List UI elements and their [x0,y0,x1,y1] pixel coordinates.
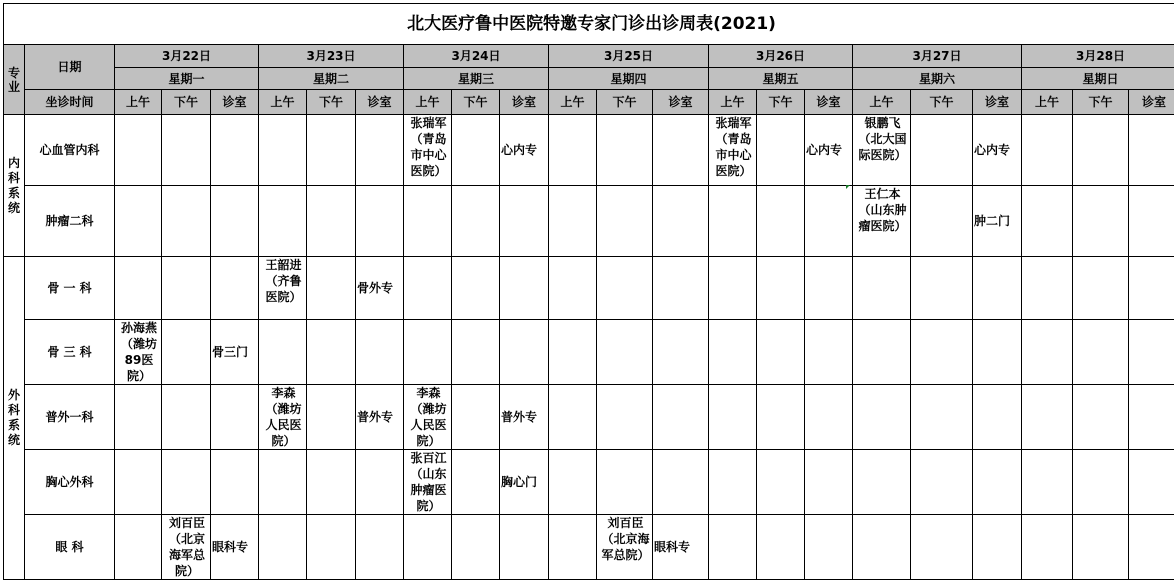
empty-cell [973,257,1022,320]
empty-cell [452,257,500,320]
weekdays-row [4,68,1174,90]
department-name: 骨 一 科 [25,257,115,320]
table-row [4,257,1174,320]
empty-cell [356,450,404,515]
table-row [4,450,1174,515]
weekday-cell: 星期三 [404,68,549,90]
empty-cell [356,186,404,257]
empty-cell [757,186,805,257]
empty-cell [853,257,911,320]
empty-cell [162,320,211,385]
clinic-room-cell [500,115,549,186]
department-name: 心血管内科 [25,115,115,186]
table-row [4,320,1174,385]
slot-cell: 诊室 [653,90,709,115]
clinic-room-label: 心内专 [806,142,852,158]
empty-cell [757,257,805,320]
empty-cell [259,115,307,186]
empty-cell [1129,186,1174,257]
empty-cell [452,515,500,580]
doctor-cell [404,115,452,186]
empty-cell [356,115,404,186]
empty-cell [259,450,307,515]
doctor-cell [162,515,211,580]
clinic-room-cell [356,385,404,450]
doctor-cell [853,115,911,186]
empty-cell [805,257,853,320]
title-row [4,4,1174,45]
empty-cell [307,320,356,385]
slot-cell: 上午 [115,90,162,115]
empty-cell [1073,515,1129,580]
empty-cell [911,115,973,186]
slot-cell: 下午 [307,90,356,115]
category-internal: 内科系统 [4,115,25,257]
department-name: 眼 科 [25,515,115,580]
empty-cell [805,186,853,257]
doctor-cell [259,385,307,450]
empty-cell [211,115,259,186]
empty-cell [404,257,452,320]
date-cell: 3月27日 [853,45,1022,68]
empty-cell [211,385,259,450]
cell-comment-marker [846,185,850,189]
weekday-cell: 星期五 [709,68,853,90]
empty-cell [597,320,653,385]
weekday-cell: 星期二 [259,68,404,90]
empty-cell [1022,115,1073,186]
page-title: 北大医疗鲁中医院特邀专家门诊出诊周表(2021) [4,4,1174,45]
empty-cell [709,515,757,580]
clinic-room-cell [973,186,1022,257]
slot-cell: 诊室 [1129,90,1174,115]
empty-cell [805,515,853,580]
empty-cell [1022,450,1073,515]
empty-cell [653,115,709,186]
slot-cell: 上午 [549,90,597,115]
empty-cell [307,257,356,320]
empty-cell [757,385,805,450]
doctor-cell [853,186,911,257]
clinic-room-cell [500,385,549,450]
weekday-cell: 星期四 [549,68,709,90]
empty-cell [1073,186,1129,257]
empty-cell [356,320,404,385]
empty-cell [115,385,162,450]
department-name: 肿瘤二科 [25,186,115,257]
empty-cell [549,186,597,257]
empty-cell [452,186,500,257]
slot-cell: 诊室 [973,90,1022,115]
slot-cell: 诊室 [500,90,549,115]
clinic-room-cell [356,257,404,320]
empty-cell [757,450,805,515]
date-cell: 3月22日 [115,45,259,68]
empty-cell [1073,115,1129,186]
slot-cell: 上午 [404,90,452,115]
empty-cell [259,186,307,257]
empty-cell [1073,385,1129,450]
empty-cell [805,320,853,385]
empty-cell [653,450,709,515]
empty-cell [973,450,1022,515]
empty-cell [653,385,709,450]
weekday-cell: 星期日 [1022,68,1174,90]
schedule-table [3,3,1174,580]
empty-cell [500,257,549,320]
empty-cell [709,385,757,450]
empty-cell [162,450,211,515]
doctor-cell [597,515,653,580]
empty-cell [1129,385,1174,450]
slot-cell: 下午 [911,90,973,115]
date-cell: 3月23日 [259,45,404,68]
empty-cell [549,385,597,450]
empty-cell [404,515,452,580]
empty-cell [307,385,356,450]
empty-cell [549,115,597,186]
doctor-cell [115,320,162,385]
empty-cell [597,385,653,450]
empty-cell [500,186,549,257]
empty-cell [709,257,757,320]
doctor-label: 张瑞军（青岛市中心医院） [406,115,451,179]
clinic-room-cell [805,115,853,186]
empty-cell [115,115,162,186]
empty-cell [973,515,1022,580]
clinic-room-label: 眼科专 [654,539,708,555]
doctor-label: 王仁本（山东肿瘤医院） [855,186,910,234]
empty-cell [853,450,911,515]
slot-cell: 上午 [709,90,757,115]
slot-cell: 诊室 [356,90,404,115]
date-header: 日期 [25,45,115,90]
slot-cell: 下午 [597,90,653,115]
empty-cell [911,385,973,450]
empty-cell [653,320,709,385]
doctor-label: 刘百臣（北京海军总院） [164,515,210,579]
empty-cell [162,186,211,257]
clinic-room-label: 骨外专 [357,280,403,296]
slot-cell: 上午 [853,90,911,115]
clinic-room-label: 普外专 [501,409,548,425]
empty-cell [653,186,709,257]
doctor-label: 李森（潍坊人民医院） [261,385,306,449]
empty-cell [500,320,549,385]
doctor-label: 李森（潍坊人民医院） [406,385,451,449]
major-header: 专业 [4,45,25,115]
slot-cell: 上午 [1022,90,1073,115]
empty-cell [452,115,500,186]
doctor-cell [404,450,452,515]
empty-cell [597,186,653,257]
empty-cell [452,450,500,515]
empty-cell [1022,186,1073,257]
empty-cell [1073,320,1129,385]
empty-cell [115,257,162,320]
doctor-label: 张瑞军（青岛市中心医院） [711,115,756,179]
clinic-room-label: 胸心门 [501,474,548,490]
empty-cell [1022,515,1073,580]
doctor-cell [259,257,307,320]
empty-cell [500,515,549,580]
empty-cell [307,186,356,257]
empty-cell [211,186,259,257]
empty-cell [452,385,500,450]
empty-cell [757,115,805,186]
empty-cell [597,450,653,515]
empty-cell [757,320,805,385]
empty-cell [1129,115,1174,186]
clinic-room-label: 心内专 [974,142,1021,158]
slots-row [4,90,1174,115]
clinic-room-label: 普外专 [357,409,403,425]
empty-cell [115,515,162,580]
empty-cell [307,450,356,515]
clinic-room-cell [653,515,709,580]
empty-cell [259,320,307,385]
empty-cell [1129,450,1174,515]
empty-cell [211,257,259,320]
doctor-label: 王韶进（齐鲁医院） [261,257,306,305]
empty-cell [162,115,211,186]
empty-cell [853,385,911,450]
time-header: 坐诊时间 [25,90,115,115]
empty-cell [911,320,973,385]
slot-cell: 下午 [162,90,211,115]
date-cell: 3月26日 [709,45,853,68]
empty-cell [1129,257,1174,320]
empty-cell [1073,257,1129,320]
empty-cell [1022,257,1073,320]
department-name: 骨 三 科 [25,320,115,385]
empty-cell [404,320,452,385]
empty-cell [115,186,162,257]
empty-cell [162,385,211,450]
slot-cell: 下午 [757,90,805,115]
department-name: 普外一科 [25,385,115,450]
empty-cell [1022,385,1073,450]
empty-cell [356,515,404,580]
category-surgery: 外科系统 [4,257,25,580]
empty-cell [259,515,307,580]
clinic-room-cell [973,115,1022,186]
doctor-label: 刘百臣（北京海军总院） [599,515,652,563]
empty-cell [162,257,211,320]
clinic-room-label: 眼科专 [212,539,258,555]
empty-cell [911,186,973,257]
empty-cell [1129,320,1174,385]
date-cell: 3月28日 [1022,45,1174,68]
empty-cell [709,186,757,257]
empty-cell [115,450,162,515]
weekday-cell: 星期六 [853,68,1022,90]
empty-cell [549,257,597,320]
empty-cell [549,450,597,515]
doctor-label: 张百江（山东肿瘤医院） [406,450,451,514]
clinic-room-cell [500,450,549,515]
dates-row [4,45,1174,68]
empty-cell [653,257,709,320]
empty-cell [973,320,1022,385]
slot-cell: 下午 [452,90,500,115]
doctor-label: 银鹏飞（北大国际医院） [855,115,910,163]
empty-cell [211,450,259,515]
empty-cell [1022,320,1073,385]
table-row [4,385,1174,450]
clinic-room-label: 肿二门 [974,213,1021,229]
empty-cell [911,515,973,580]
table-row [4,515,1174,580]
clinic-room-cell [211,515,259,580]
doctor-cell [404,385,452,450]
clinic-room-label: 骨三门 [212,344,258,360]
empty-cell [597,115,653,186]
empty-cell [549,515,597,580]
empty-cell [853,515,911,580]
empty-cell [307,115,356,186]
clinic-room-cell [211,320,259,385]
empty-cell [973,385,1022,450]
empty-cell [911,257,973,320]
empty-cell [757,515,805,580]
empty-cell [709,450,757,515]
empty-cell [307,515,356,580]
empty-cell [452,320,500,385]
empty-cell [853,320,911,385]
slot-cell: 上午 [259,90,307,115]
doctor-label: 孙海燕（潍坊89医院） [117,320,161,384]
empty-cell [709,320,757,385]
weekday-cell: 星期一 [115,68,259,90]
slot-cell: 诊室 [211,90,259,115]
doctor-cell [709,115,757,186]
slot-cell: 下午 [1073,90,1129,115]
empty-cell [1073,450,1129,515]
date-cell: 3月25日 [549,45,709,68]
empty-cell [911,450,973,515]
table-row [4,186,1174,257]
empty-cell [549,320,597,385]
date-cell: 3月24日 [404,45,549,68]
clinic-room-label: 心内专 [501,142,548,158]
department-name: 胸心外科 [25,450,115,515]
empty-cell [404,186,452,257]
table-row [4,115,1174,186]
empty-cell [1129,515,1174,580]
empty-cell [805,450,853,515]
slot-cell: 诊室 [805,90,853,115]
empty-cell [805,385,853,450]
empty-cell [597,257,653,320]
